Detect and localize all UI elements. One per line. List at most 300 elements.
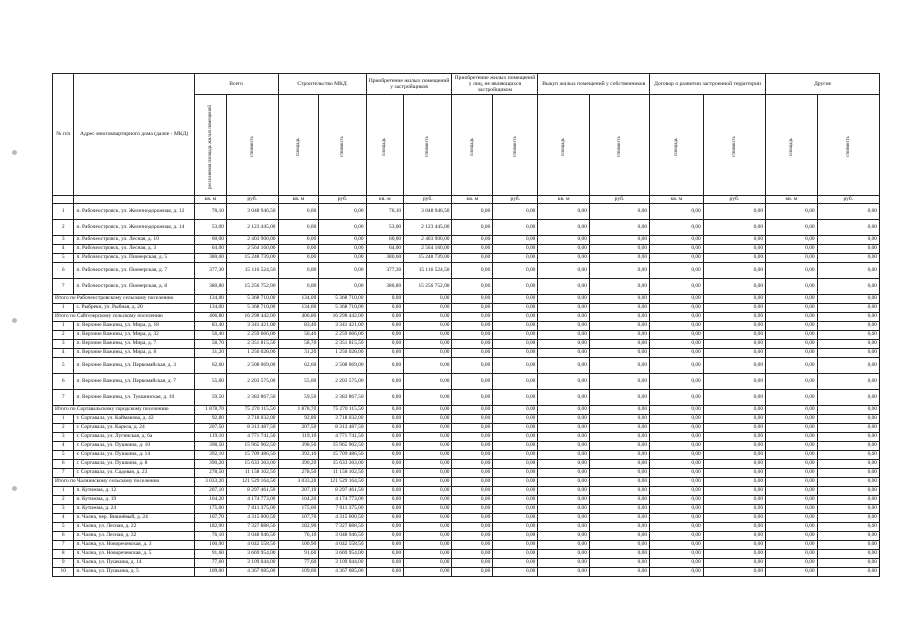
row-value: 0,00 (589, 442, 649, 451)
row-value: 0,00 (766, 220, 818, 236)
row-value: 0,00 (452, 254, 493, 263)
row-value: 0,00 (650, 204, 704, 220)
row-value: 2 383 867,50 (226, 390, 278, 406)
row-value: 0,00 (366, 406, 404, 415)
row-value: 0,00 (278, 245, 319, 254)
row-address: п. Чална, ул. Пушкина, д. 14 (74, 559, 194, 568)
row-address: г. Сортавала, ул. Пушкина, д. 10 (74, 442, 194, 451)
row-number: 4 (53, 349, 74, 358)
row-value: 0,00 (589, 322, 649, 331)
header-unit: руб. (817, 196, 879, 204)
row-value: 0,00 (703, 451, 765, 460)
row-value: 0,00 (404, 550, 452, 559)
row-value: 121 529 164,50 (226, 478, 278, 487)
header-sub: расселяемая площадь жилых помещений (194, 95, 226, 196)
header-sub: стоимость (226, 95, 278, 196)
header-blank (74, 196, 194, 204)
row-value: 0,00 (452, 374, 493, 390)
row-value: 0,00 (766, 322, 818, 331)
row-value: 0,00 (404, 460, 452, 469)
row-value: 0,00 (404, 322, 452, 331)
row-value: 15 248 739,00 (404, 254, 452, 263)
row-number: 3 (53, 433, 74, 442)
row-value: 0,00 (703, 236, 765, 245)
row-value: 0,00 (766, 254, 818, 263)
row-value: 0,00 (538, 331, 590, 340)
row-value: 0,00 (766, 460, 818, 469)
row-value: 0,00 (493, 358, 538, 374)
row-value: 7 327 888,50 (319, 523, 366, 532)
header-sub: стоимость (703, 95, 765, 196)
row-value: 0,00 (650, 406, 704, 415)
row-value: 0,00 (452, 487, 493, 496)
row-value: 0,00 (650, 496, 704, 505)
row-value: 0,00 (703, 358, 765, 374)
row-value: 0,00 (538, 374, 590, 390)
row-value: 100,90 (194, 541, 226, 550)
row-value: 0,00 (650, 487, 704, 496)
row-value: 4 042 558,50 (319, 541, 366, 550)
row-value: 0,00 (703, 406, 765, 415)
row-value: 0,00 (766, 478, 818, 487)
row-address: п. Чална, ул. Новоречевская, д. 3 (74, 541, 194, 550)
row-value: 0,00 (817, 505, 879, 514)
row-value: 11 158 102,50 (226, 469, 278, 478)
row-number: 7 (53, 469, 74, 478)
row-value: 0,00 (766, 374, 818, 390)
row-address: п. Верхние Важины, ул. Первомайская, д. 7 (74, 374, 194, 390)
row-value: 0,00 (703, 442, 765, 451)
row-value: 0,00 (452, 496, 493, 505)
row-value: 0,00 (703, 469, 765, 478)
row-value: 0,00 (817, 406, 879, 415)
row-value: 119,10 (278, 433, 319, 442)
row-value: 0,00 (589, 406, 649, 415)
row-value: 0,00 (452, 295, 493, 304)
row-value: 0,00 (493, 390, 538, 406)
row-number: 4 (53, 245, 74, 254)
row-value: 0,00 (650, 245, 704, 254)
row-value: 0,00 (650, 374, 704, 390)
row-value: 0,00 (817, 559, 879, 568)
row-value: 58,70 (194, 340, 226, 349)
row-number: 4 (53, 514, 74, 523)
row-value: 0,00 (538, 424, 590, 433)
row-value: 0,00 (589, 469, 649, 478)
header-sub: площадь (452, 95, 493, 196)
row-value: 0,00 (404, 442, 452, 451)
table-row (53, 304, 880, 313)
row-value: 0,00 (538, 442, 590, 451)
row-value: 0,00 (404, 505, 452, 514)
row-value: 8 297 461,50 (226, 487, 278, 496)
row-value: 134,00 (278, 295, 319, 304)
row-address: п. Чална, ул. Лесная, д. 32 (74, 532, 194, 541)
row-value: 0,00 (703, 374, 765, 390)
table-row (53, 415, 880, 424)
row-value: 0,00 (650, 313, 704, 322)
header-sub: стоимость (589, 95, 649, 196)
row-value: 53,00 (194, 220, 226, 236)
row-number: 5 (53, 451, 74, 460)
row-value: 0,00 (452, 550, 493, 559)
row-value: 0,00 (493, 550, 538, 559)
row-value: 207,10 (194, 487, 226, 496)
row-value: 0,00 (493, 406, 538, 415)
row-value: 134,00 (194, 304, 226, 313)
row-value: 0,00 (278, 279, 319, 295)
row-value: 0,00 (493, 220, 538, 236)
row-value: 0,00 (319, 220, 366, 236)
row-number: 2 (53, 496, 74, 505)
row-value: 0,00 (538, 390, 590, 406)
row-value: 0,00 (452, 263, 493, 279)
row-value: 104,20 (194, 496, 226, 505)
row-value: 2 123 445,00 (226, 220, 278, 236)
row-value: 0,00 (817, 374, 879, 390)
row-value: 0,00 (817, 245, 879, 254)
row-value: 15 709 486,50 (226, 451, 278, 460)
row-value: 0,00 (538, 478, 590, 487)
row-address: п. Рабочеостровск, ул. Лесная, д. 3 (74, 245, 194, 254)
row-value: 76,10 (366, 204, 404, 220)
row-value: 0,00 (766, 406, 818, 415)
row-value: 0,00 (589, 496, 649, 505)
row-value: 0,00 (703, 304, 765, 313)
row-value: 0,00 (404, 415, 452, 424)
row-value: 15 256 752,00 (404, 279, 452, 295)
row-value: 3 048 946,50 (404, 204, 452, 220)
row-value: 62,60 (194, 358, 226, 374)
row-value: 0,00 (493, 279, 538, 295)
row-value: 0,00 (493, 469, 538, 478)
row-value: 0,00 (366, 469, 404, 478)
row-value: 0,00 (589, 478, 649, 487)
row-address: п. Верхние Важины, ул. Мира, д. 18 (74, 322, 194, 331)
row-value: 175,00 (278, 505, 319, 514)
row-value: 0,00 (404, 487, 452, 496)
row-value: 0,00 (766, 541, 818, 550)
row-number: 2 (53, 331, 74, 340)
row-value: 0,00 (452, 245, 493, 254)
table-row (53, 541, 880, 550)
row-value: 0,00 (817, 487, 879, 496)
row-value: 0,00 (366, 358, 404, 374)
table-row (53, 496, 880, 505)
row-address: п. Рабочеостровск, ул. Железнодорожная, д. 12 (74, 204, 194, 220)
row-value: 53,00 (366, 220, 404, 236)
row-value: 0,00 (538, 358, 590, 374)
row-value: 0,00 (366, 496, 404, 505)
row-value: 0,00 (538, 523, 590, 532)
header-unit: кв. м (366, 196, 404, 204)
row-value: 0,00 (404, 478, 452, 487)
row-value: 0,00 (817, 340, 879, 349)
row-value: 390,20 (278, 460, 319, 469)
row-value: 0,00 (589, 263, 649, 279)
row-value: 0,00 (538, 451, 590, 460)
row-value: 2 351 815,50 (226, 340, 278, 349)
table-row (53, 523, 880, 532)
row-value: 15 256 752,00 (226, 279, 278, 295)
row-value: 16 298 442,00 (226, 313, 278, 322)
row-value: 0,00 (366, 487, 404, 496)
row-value: 0,00 (589, 460, 649, 469)
row-value: 15 965 902,50 (226, 442, 278, 451)
row-address: п. Чална, пер. Вишнёвый, д. 24 (74, 514, 194, 523)
row-value: 0,00 (589, 415, 649, 424)
row-value: 4 315 000,50 (226, 514, 278, 523)
row-value: 0,00 (493, 295, 538, 304)
row-value: 0,00 (538, 263, 590, 279)
header-sub: стоимость (493, 95, 538, 196)
row-value: 0,00 (452, 433, 493, 442)
table-row (53, 204, 880, 220)
row-value: 0,00 (319, 254, 366, 263)
header-group: Строительство МКД (278, 74, 366, 95)
row-value: 0,00 (817, 322, 879, 331)
header-sub: стоимость (319, 95, 366, 196)
row-value: 207,10 (278, 487, 319, 496)
row-value: 0,00 (589, 204, 649, 220)
table-body (53, 204, 880, 577)
row-value: 0,00 (589, 559, 649, 568)
row-value: 0,00 (538, 406, 590, 415)
row-value: 0,00 (817, 254, 879, 263)
row-number: 8 (53, 550, 74, 559)
row-value: 15 633 363,00 (226, 460, 278, 469)
table-row (53, 514, 880, 523)
row-value: 77,60 (278, 559, 319, 568)
row-value: 0,00 (493, 487, 538, 496)
row-value: 0,00 (452, 390, 493, 406)
header-unit: кв. м (278, 196, 319, 204)
row-value: 8 313 487,50 (319, 424, 366, 433)
row-value: 0,00 (366, 532, 404, 541)
row-value: 0,00 (650, 220, 704, 236)
row-number: 1 (53, 322, 74, 331)
row-value: 0,00 (817, 424, 879, 433)
header-unit: руб. (404, 196, 452, 204)
row-value: 0,00 (817, 279, 879, 295)
header-unit: кв. м (194, 196, 226, 204)
row-value: 0,00 (766, 279, 818, 295)
row-number: 2 (53, 220, 74, 236)
row-value: 0,00 (366, 349, 404, 358)
row-number: 7 (53, 390, 74, 406)
row-value: 0,00 (538, 245, 590, 254)
row-value: 0,00 (766, 304, 818, 313)
row-value: 0,00 (703, 331, 765, 340)
row-value: 0,00 (404, 313, 452, 322)
row-number: 3 (53, 505, 74, 514)
punch-hole (12, 318, 17, 323)
row-value: 0,00 (766, 263, 818, 279)
row-value: 1 250 028,00 (226, 349, 278, 358)
row-value: 0,00 (766, 415, 818, 424)
row-value: 0,00 (493, 505, 538, 514)
row-value: 0,00 (589, 220, 649, 236)
row-value: 0,00 (703, 349, 765, 358)
row-value: 119,10 (194, 433, 226, 442)
row-value: 3 048 946,50 (226, 204, 278, 220)
row-value: 0,00 (452, 204, 493, 220)
row-value: 59,50 (194, 390, 226, 406)
table-row (53, 568, 880, 577)
row-value: 0,00 (766, 236, 818, 245)
row-value: 60,00 (194, 236, 226, 245)
row-value: 0,00 (452, 220, 493, 236)
row-value: 0,00 (366, 559, 404, 568)
row-value: 0,00 (650, 478, 704, 487)
row-value: 0,00 (538, 279, 590, 295)
row-value: 0,00 (404, 469, 452, 478)
row-value: 83,40 (278, 322, 319, 331)
row-value: 0,00 (452, 478, 493, 487)
row-value: 0,00 (817, 349, 879, 358)
row-value: 0,00 (703, 523, 765, 532)
row-address: п. Рабочеостровск, ул. Пионерская, д. 5 (74, 254, 194, 263)
row-value: 0,00 (366, 313, 404, 322)
row-value: 2 508 069,00 (226, 358, 278, 374)
row-value: 11 158 102,50 (319, 469, 366, 478)
row-value: 0,00 (538, 469, 590, 478)
row-value: 0,00 (538, 505, 590, 514)
row-value: 0,00 (538, 514, 590, 523)
row-value: 0,00 (493, 254, 538, 263)
row-value: 0,00 (404, 424, 452, 433)
row-value: 5 368 710,00 (226, 304, 278, 313)
row-value: 0,00 (366, 541, 404, 550)
header-row-groups (53, 74, 880, 95)
punch-hole (12, 486, 17, 491)
row-number: 4 (53, 442, 74, 451)
row-value: 0,00 (703, 263, 765, 279)
row-value: 0,00 (493, 496, 538, 505)
header-group: Выкуп жилых помещений у собственников (538, 74, 650, 95)
table-row (53, 331, 880, 340)
row-value: 0,00 (589, 514, 649, 523)
row-value: 380,80 (366, 279, 404, 295)
row-value: 3 718 032,00 (226, 415, 278, 424)
header-group: Приобретение жилых помещений у застройщиков (366, 74, 452, 95)
row-value: 0,00 (817, 220, 879, 236)
row-value: 15 248 739,00 (226, 254, 278, 263)
row-value: 0,00 (493, 331, 538, 340)
row-value: 104,20 (278, 496, 319, 505)
row-number: 6 (53, 374, 74, 390)
row-value: 0,00 (366, 340, 404, 349)
row-value: 0,00 (817, 514, 879, 523)
row-value: 0,00 (404, 390, 452, 406)
row-value: 0,00 (817, 204, 879, 220)
row-value: 0,00 (452, 532, 493, 541)
row-value: 0,00 (538, 415, 590, 424)
row-number: 2 (53, 424, 74, 433)
header-unit: кв. м (452, 196, 493, 204)
row-value: 0,00 (817, 532, 879, 541)
row-value: 0,00 (589, 550, 649, 559)
row-value: 2 383 867,50 (319, 390, 366, 406)
row-value: 2 564 160,00 (226, 245, 278, 254)
row-value: 0,00 (703, 433, 765, 442)
row-value: 0,00 (650, 568, 704, 577)
row-value: 92,80 (194, 415, 226, 424)
row-number: 1 (53, 304, 74, 313)
row-value: 0,00 (493, 559, 538, 568)
row-value: 0,00 (366, 304, 404, 313)
row-value: 0,00 (650, 550, 704, 559)
header-row-units (53, 196, 880, 204)
row-value: 0,00 (452, 313, 493, 322)
row-value: 0,00 (650, 523, 704, 532)
row-value: 0,00 (650, 532, 704, 541)
row-number: 6 (53, 532, 74, 541)
row-value: 0,00 (452, 304, 493, 313)
row-value: 55,00 (278, 374, 319, 390)
row-value: 3 718 032,00 (319, 415, 366, 424)
row-value: 16 298 442,00 (319, 313, 366, 322)
row-value: 0,00 (766, 559, 818, 568)
row-value: 0,00 (650, 254, 704, 263)
row-value: 0,00 (650, 358, 704, 374)
row-value: 0,00 (589, 532, 649, 541)
row-value: 0,00 (538, 349, 590, 358)
header-group: Договор о развитии застроенной территории (650, 74, 766, 95)
row-value: 0,00 (493, 340, 538, 349)
row-value: 77,60 (194, 559, 226, 568)
row-value: 0,00 (703, 532, 765, 541)
row-value: 2 403 900,00 (226, 236, 278, 245)
row-value: 0,00 (366, 295, 404, 304)
header-unit: руб. (493, 196, 538, 204)
row-value: 2 508 069,00 (319, 358, 366, 374)
row-value: 0,00 (766, 568, 818, 577)
row-value: 0,00 (589, 304, 649, 313)
row-value: 0,00 (319, 236, 366, 245)
table-row (53, 358, 880, 374)
row-value: 0,00 (493, 532, 538, 541)
row-value: 0,00 (766, 451, 818, 460)
row-address: п. Верхние Важины, ул. Мира, д. 8 (74, 349, 194, 358)
row-value: 0,00 (703, 295, 765, 304)
row-value: 0,00 (703, 415, 765, 424)
row-value: 0,00 (493, 424, 538, 433)
row-value: 0,00 (817, 331, 879, 340)
table-row (53, 349, 880, 358)
row-value: 380,60 (366, 254, 404, 263)
row-value: 0,00 (817, 304, 879, 313)
row-value: 0,00 (650, 469, 704, 478)
row-value: 278,50 (278, 469, 319, 478)
header-unit: руб. (226, 196, 278, 204)
row-value: 0,00 (319, 279, 366, 295)
row-value: 76,10 (194, 532, 226, 541)
row-value: 0,00 (493, 374, 538, 390)
row-value: 0,00 (404, 304, 452, 313)
row-value: 0,00 (538, 460, 590, 469)
row-value: 0,00 (493, 568, 538, 577)
row-value: 3 341 421,00 (226, 322, 278, 331)
row-value: 0,00 (319, 245, 366, 254)
row-value: 0,00 (817, 390, 879, 406)
row-value: 0,00 (538, 496, 590, 505)
row-value: 58,70 (278, 340, 319, 349)
row-value: 0,00 (650, 541, 704, 550)
row-value: 2 564 160,00 (404, 245, 452, 254)
row-value: 2 259 666,00 (319, 331, 366, 340)
row-value: 0,00 (493, 442, 538, 451)
